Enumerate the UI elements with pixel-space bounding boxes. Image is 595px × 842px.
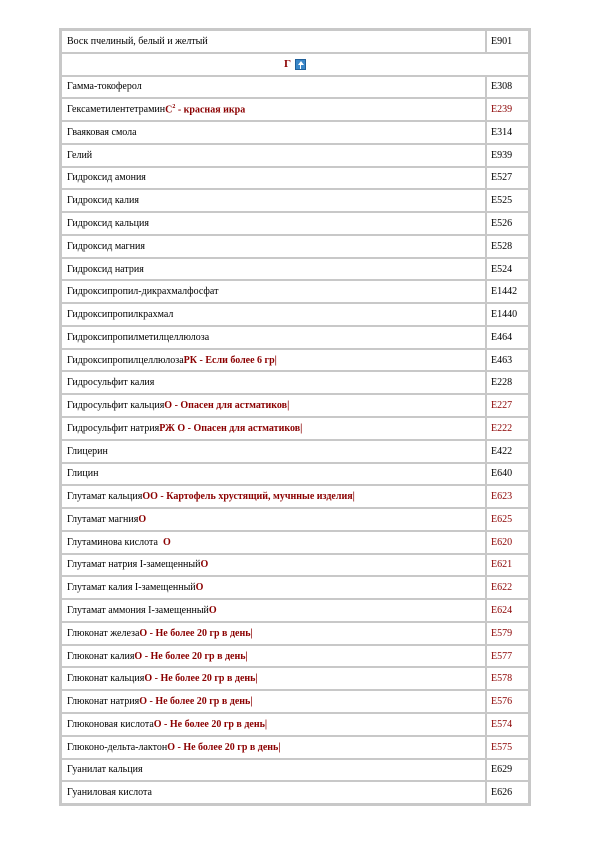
additive-note: О — [208, 605, 217, 617]
additive-code: E524 — [487, 259, 528, 280]
additive-name-cell — [62, 714, 485, 735]
additive-name: Гидросульфит калия — [67, 377, 155, 389]
additive-name: Гидроксипропилметилцеллюлоза — [67, 331, 210, 343]
additive-name: Глюконат натрия — [67, 696, 140, 708]
table-row — [61, 417, 529, 440]
table-row — [61, 736, 529, 759]
table-row — [61, 759, 529, 782]
additive-name: Гваяковая смола — [67, 126, 137, 138]
additive-name: Гидроксид калия — [67, 195, 140, 207]
additive-name-cell — [62, 509, 485, 530]
additive-name-cell — [62, 327, 485, 348]
additive-name: Глутамат кальция — [67, 491, 143, 503]
additive-code: E228 — [487, 372, 528, 393]
additive-name: Глюконат кальция — [67, 673, 145, 685]
table-row — [61, 98, 529, 121]
table-row — [61, 599, 529, 622]
section-header-row — [61, 53, 529, 76]
table-body — [61, 76, 529, 805]
additive-name-cell — [62, 304, 485, 325]
additive-name: Гамма-токоферол — [67, 81, 142, 93]
table-row — [61, 622, 529, 645]
additive-name-cell — [62, 532, 485, 553]
additive-code: E578 — [487, 668, 528, 689]
table-row — [61, 76, 529, 99]
additive-name-cell — [62, 122, 485, 143]
section-header — [62, 54, 528, 75]
table-row — [61, 167, 529, 190]
additive-name: Глюконат калия — [67, 650, 135, 662]
table-row — [61, 258, 529, 281]
additive-name-cell — [62, 281, 485, 302]
table-row — [61, 280, 529, 303]
additive-code: E579 — [487, 623, 528, 644]
additive-code: E625 — [487, 509, 528, 530]
additive-note: О - Не более 20 гр в день| — [144, 673, 258, 685]
additive-name: Глюконо-дельта-лактон — [67, 741, 168, 753]
additive-note: О — [157, 536, 171, 548]
additive-name: Гуаниловая кислота — [67, 787, 152, 799]
additive-name-cell — [62, 441, 485, 462]
additive-name-cell — [62, 600, 485, 621]
additive-name-cell — [62, 259, 485, 280]
additive-name: Глутаминова кислота — [67, 536, 158, 548]
additive-name: Гидросульфит натрия — [67, 422, 160, 434]
additive-name: Гуанилат кальция — [67, 764, 143, 776]
additive-code: E620 — [487, 532, 528, 553]
additive-code: E528 — [487, 236, 528, 257]
section-letter: Г — [284, 58, 291, 71]
table-row — [61, 440, 529, 463]
additive-name-cell — [62, 350, 485, 371]
additive-code: E527 — [487, 168, 528, 189]
additive-note: О — [200, 559, 209, 571]
additive-name-cell — [62, 623, 485, 644]
up-arrow-icon[interactable] — [295, 59, 306, 70]
additive-note: РЖ О - Опасен для астматиков| — [159, 422, 303, 434]
additive-name: Гидроксид кальция — [67, 218, 149, 229]
additive-name-cell — [62, 691, 485, 712]
additive-code: E1442 — [487, 281, 528, 302]
additive-code: E577 — [487, 646, 528, 667]
additive-code: E624 — [487, 600, 528, 621]
additive-code: E640 — [487, 464, 528, 485]
table-row — [61, 781, 529, 804]
additive-code: E422 — [487, 441, 528, 462]
additive-code: E222 — [487, 418, 528, 439]
additive-name-cell — [62, 486, 485, 507]
table-row — [61, 645, 529, 668]
table-row — [61, 394, 529, 417]
additive-name: Глутамат магния — [67, 513, 139, 525]
table-row — [61, 30, 529, 53]
additive-name: Гидроксид натрия — [67, 263, 144, 275]
additive-code: E575 — [487, 737, 528, 758]
table-row — [61, 667, 529, 690]
additive-note: О - Опасен для астматиков| — [164, 400, 290, 412]
additive-name: Гидросульфит кальция — [67, 400, 165, 412]
additive-name-cell — [62, 372, 485, 393]
additive-name: Гидроксипропилцеллюлоза — [67, 354, 184, 366]
additive-name: Глутамат натрия I-замещенный — [67, 559, 201, 571]
additive-note — [165, 104, 245, 115]
note-superscript: 2 — [172, 104, 176, 111]
additive-name-cell — [62, 213, 485, 234]
additive-name-cell — [62, 145, 485, 166]
table-row — [61, 326, 529, 349]
additive-name: Глюконат железа — [67, 627, 140, 639]
table-row — [61, 485, 529, 508]
table-row — [61, 554, 529, 577]
additive-code: E308 — [487, 77, 528, 98]
additive-name: Глутамат калия I-замещенный — [67, 582, 196, 594]
additive-name: Гексаметилентетрамин — [67, 104, 166, 116]
additive-name-cell — [62, 77, 485, 98]
additive-code: E314 — [487, 122, 528, 143]
table-row — [61, 144, 529, 167]
table-row — [61, 371, 529, 394]
table-row — [61, 463, 529, 486]
additive-name: Глюконовая кислота — [67, 718, 154, 730]
additive-code: E239 — [487, 99, 528, 120]
additive-name: Гидроксипропилкрахмал — [67, 309, 174, 321]
additive-name-cell — [62, 464, 485, 485]
table-row — [61, 235, 529, 258]
additive-code: E901 — [487, 31, 528, 52]
note-rest: - красная икра — [175, 104, 246, 116]
additive-name-cell — [62, 99, 485, 120]
additive-name-cell — [62, 190, 485, 211]
additive-code: E574 — [487, 714, 528, 735]
additive-note: О - Не более 20 гр в день| — [139, 696, 253, 708]
additive-name-cell — [62, 782, 485, 803]
additive-name-cell — [62, 760, 485, 781]
additive-code: E1440 — [487, 304, 528, 325]
additive-name-cell — [62, 577, 485, 598]
additive-code: E623 — [487, 486, 528, 507]
additive-name-cell — [62, 668, 485, 689]
additive-name: Глицерин — [67, 445, 108, 457]
additive-name: Гидроксипропил-дикрахмалфосфат — [67, 286, 219, 298]
additive-code: E939 — [487, 145, 528, 166]
additive-name: Гидроксид магния — [67, 240, 145, 252]
table-row — [61, 531, 529, 554]
table-row — [61, 713, 529, 736]
additive-note: ОО - Картофель хрустящий, мучнные изделия| — [142, 491, 355, 503]
additive-name-cell — [62, 737, 485, 758]
additive-name: Глутамат аммония I-замещенный — [67, 605, 209, 617]
table-row — [61, 303, 529, 326]
additive-code: E621 — [487, 555, 528, 576]
additive-note: О - Не более 20 гр в день| — [139, 627, 253, 639]
additive-note: О — [195, 582, 204, 594]
additive-name-cell — [62, 646, 485, 667]
additive-name-cell — [62, 418, 485, 439]
additive-note: О - Не более 20 гр в день| — [134, 650, 248, 662]
additive-code: E576 — [487, 691, 528, 712]
additive-name: Глицин — [67, 468, 99, 480]
table-row — [61, 349, 529, 372]
additive-note: О — [138, 513, 147, 525]
note-prefix: С — [165, 104, 173, 116]
table-row — [61, 576, 529, 599]
additive-code: E463 — [487, 350, 528, 371]
additive-code: E622 — [487, 577, 528, 598]
additive-name-cell — [62, 395, 485, 416]
table-row — [61, 189, 529, 212]
table-row — [61, 121, 529, 144]
additive-note: О - Не более 20 гр в день| — [153, 718, 268, 730]
table-row — [61, 690, 529, 713]
additive-note: РК - Если более 6 гр| — [183, 354, 277, 366]
table-row — [61, 508, 529, 531]
additive-name-cell — [62, 555, 485, 576]
additive-code: E626 — [487, 782, 528, 803]
additive-name: Воск пчелиный, белый и желтый — [62, 31, 485, 52]
additive-name: Гелий — [67, 149, 93, 161]
additive-code: E464 — [487, 327, 528, 348]
additive-name-cell — [62, 168, 485, 189]
additives-table — [59, 28, 531, 806]
additive-code: E629 — [487, 760, 528, 781]
additive-code: E525 — [487, 190, 528, 211]
additive-note: О - Не более 20 гр в день| — [167, 741, 281, 753]
additive-name-cell — [62, 236, 485, 257]
additive-code: E526 — [487, 213, 528, 234]
additive-name: Гидроксид амония — [67, 172, 146, 184]
additive-code: E227 — [487, 395, 528, 416]
table-row — [61, 212, 529, 235]
